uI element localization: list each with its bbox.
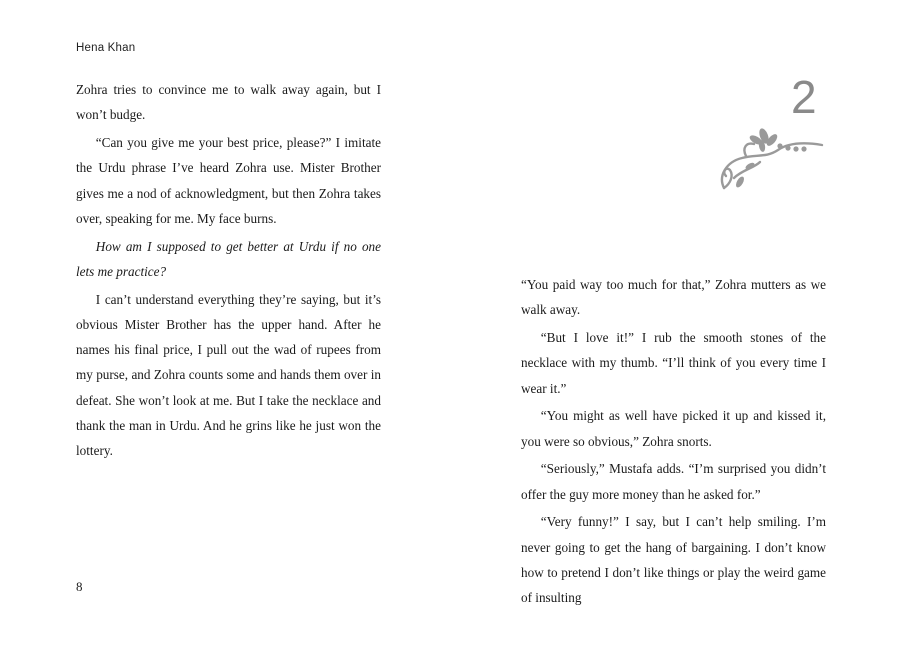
right-page-body: [521, 272, 826, 613]
paragraph: “You paid way too much for that,” Zohra mutters as we walk away.: [521, 277, 826, 318]
paragraph: “Can you give me your best price, please?” I imitate the Urdu phrase I’ve heard Zohra use. Mister Brother gives me a nod of acknowledgment, but then Zohra takes over, speaking for me. My face burns.: [76, 134, 381, 226]
paragraph: “You might as well have picked it up and kissed it, you were so obvious,” Zohra snorts.: [521, 408, 826, 449]
running-head-author: Hena Khan: [76, 42, 136, 54]
left-page-body: [76, 77, 381, 466]
paragraph: “Seriously,” Mustafa adds. “I’m surprised you didn’t offer the guy more money than he asked for.”: [521, 461, 826, 502]
paragraph-italic-thought: How am I supposed to get better at Urdu if no one lets me practice?: [76, 238, 381, 279]
paragraph: I can’t understand everything they’re saying, but it’s obvious Mister Brother has the upper hand. After he names his final price, I pull out the wad of rupees from my purse, and Zohra counts some and hands them over in defeat. She won’t look at me. But I take the necklace and thank the man in Urdu. And he grins like he just won the lottery.: [76, 291, 381, 459]
floral-swirl-ornament-icon: [716, 118, 828, 196]
paragraph: “Very funny!” I say, but I can’t help smiling. I’m never going to get the hang of bargaining. I don’t know how to pretend I don’t like things or play the weird game of insulting: [521, 514, 826, 606]
paragraph: “But I love it!” I rub the smooth stones of the necklace with my thumb. “I’ll think of you every time I wear it.”: [521, 329, 826, 396]
paragraph: Zohra tries to convince me to walk away again, but I won’t budge.: [76, 82, 381, 123]
page-number: 8: [76, 579, 83, 594]
chapter-number: 2: [791, 71, 817, 123]
